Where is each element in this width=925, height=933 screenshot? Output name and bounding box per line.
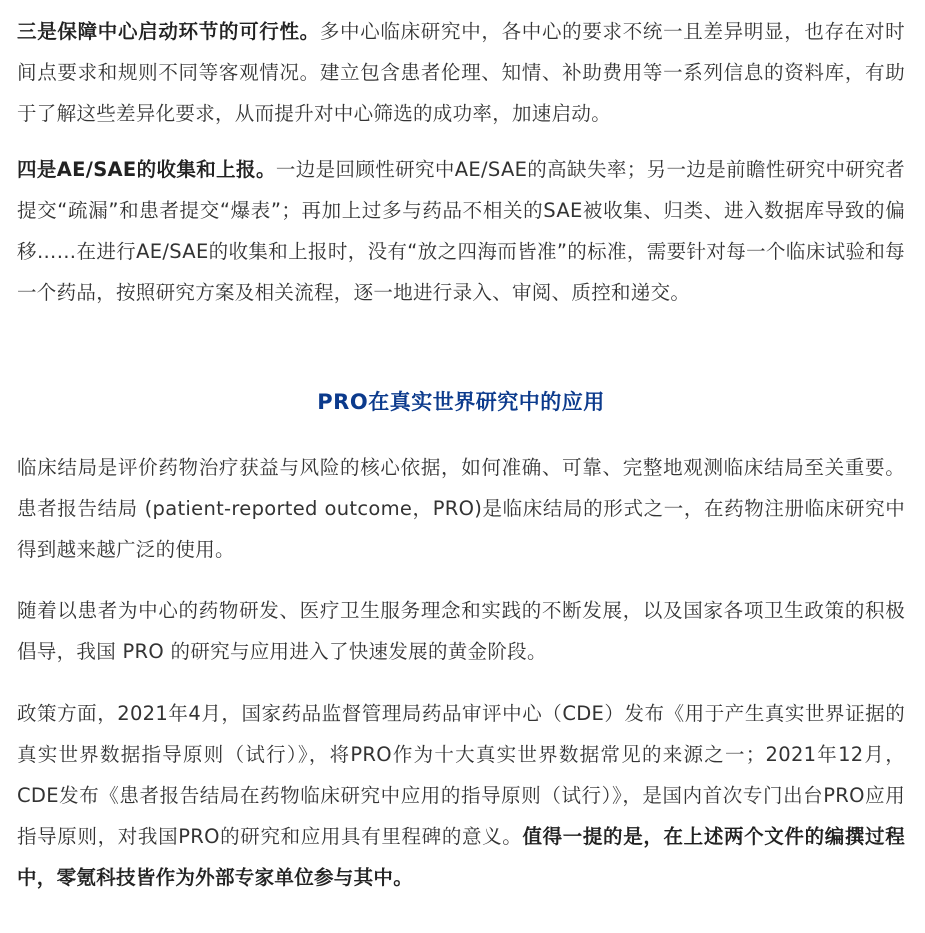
paragraph-text: 一边是回顾性研究中AE/SAE的高缺失率；另一边是前瞻性研究中研究者提交“疏漏”和患者提交“爆表”；再加上过多与药品不相关的SAE被收集、归类、进入数据库导致的偏移……在进行AE/SAE的收集和上报时，没有“放之四海而皆准”的标准，需要针对每一个临床试验和每一个药品，按照研究方案及相关流程，逐一地进行录入、审阅、质控和递交。 xyxy=(17,158,905,304)
section-heading: PRO在真实世界研究中的应用 xyxy=(317,390,605,414)
paragraph-center-startup xyxy=(17,0,905,134)
paragraph-ae-sae xyxy=(17,149,905,313)
paragraph-text: 多中心临床研究中，各中心的要求不统一且差异明显，也存在对时间点要求和规则不同等客观情况。建立包含患者伦理、知情、补助费用等一系列信息的资料库，有助于了解这些差异化要求，从而提升对中心筛选的成功率，加速启动。 xyxy=(17,20,905,125)
paragraph-lead: 四是AE/SAE的收集和上报。 xyxy=(17,158,276,181)
paragraph-clinical-outcome: 临床结局是评价药物治疗获益与风险的核心依据，如何准确、可靠、完整地观测临床结局至关重要。患者报告结局 (patient-reported outcome，PRO)是临床结局的形式之一，在药物注册临床研究中得到越来越广泛的使用。 xyxy=(17,456,905,561)
paragraph-lead: 三是保障中心启动环节的可行性。 xyxy=(17,20,320,43)
paragraph-pro-development: 随着以患者为中心的药物研发、医疗卫生服务理念和实践的不断发展，以及国家各项卫生政策的积极倡导，我国 PRO 的研究与应用进入了快速发展的黄金阶段。 xyxy=(17,599,905,663)
paragraph-text: 政策方面，2021年4月，国家药品监督管理局药品审评中心（CDE）发布《用于产生真实世界证据的真实世界数据指导原则（试行）》，将PRO作为十大真实世界数据常见的来源之一；2021年12月，CDE发布《患者报告结局在药物临床研究中应用的指导原则（试行）》，是国内首次专门出台PRO应用指导原则，对我国PRO的研究和应用具有里程碑的意义。 xyxy=(17,702,905,848)
paragraph-policy xyxy=(17,693,905,898)
paragraph-emphasis: 值得一提的是，在上述两个文件的编撰过程中，零氪科技皆作为外部专家单位参与其中。 xyxy=(17,825,905,889)
